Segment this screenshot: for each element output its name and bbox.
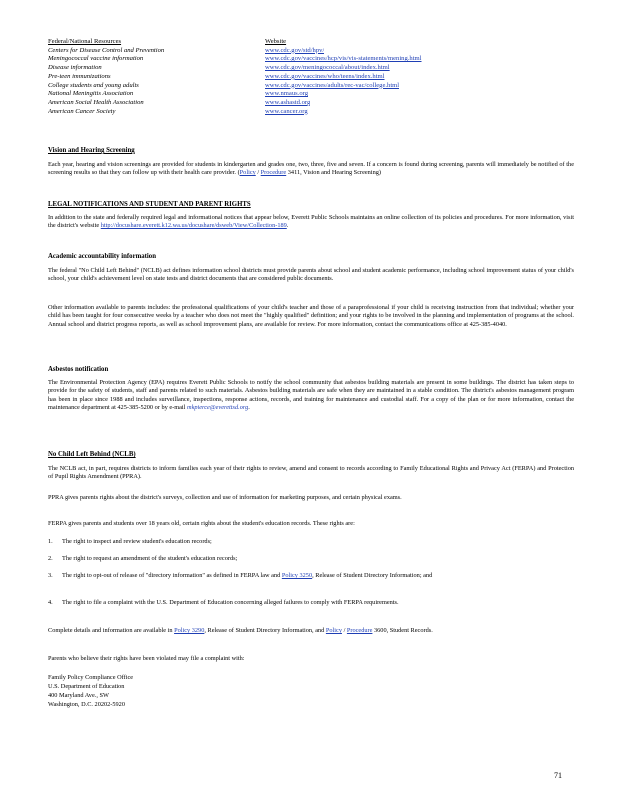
resource-link[interactable]: www.cdc.gov/vaccines/hcp/vis/vis-statements/mening.html [265,55,422,63]
complete-text: 3600, Student Records. [374,627,433,634]
complete-slash: / [343,627,346,634]
resource-link[interactable]: www.cdc.gov/std/hpv/ [265,46,325,54]
resources-table [48,38,568,116]
policy-3250-link[interactable]: Policy 3250 [281,572,313,579]
asbestos-end: . [248,403,250,411]
resource-name: American Cancer Society [48,107,116,115]
resources-header-left: Federal/National Resources [48,38,122,45]
academic-heading: Academic accountability information [48,253,156,260]
legal-paragraph [48,214,574,231]
vision-ref-close: 3411, Vision and Hearing Screening) [287,169,381,177]
complete-details-paragraph [48,627,574,635]
academic-paragraph-2: Other information available to parents includes: the professional qualifications of your child's teacher and those of a paraprofessional if your child is receiving instruction from that individual; whether your child has been taught for four consecutive weeks by a teacher who does not meet the "highly qualified" definition; and your rights to be involved in the planning and implementation of programs at the school. Annual school and district progress reports, as well as school improvement plans, are available for review. For more information, contact the communications office at 425-385-4040. [48,304,574,328]
resource-name: College students and young adults [48,81,139,89]
ferpa-right-item [48,538,574,546]
vision-text: Each year, hearing and vision screenings are provided for students in kindergarten and grades one, two, three, five and seven. If a concern is found during screening, parents will immediately be notified of the screening results so that they can follow up with their health care provider. [48,161,574,177]
vision-policy-link[interactable]: Policy [239,169,256,177]
ferpa-right-text: The right to file a complaint with the U.S. Department of Education concerning alleged failures to comply with FERPA requirements. [62,599,399,606]
resource-link[interactable]: www.cdc.gov/vaccines/adults/rec-vac/college.html [265,81,400,89]
ferpa-right-number: 2. [48,555,53,562]
resources-header [48,38,568,47]
address-line: Family Policy Compliance Office [48,674,134,681]
ferpa-right-number: 3. [48,572,53,579]
ferpa-right-text: The right to request an amendment of the student's education records; [62,555,238,562]
vision-slash: / [257,169,260,177]
records-policy-link[interactable]: Policy [325,627,342,634]
complaint-paragraph: Parents who believe their rights have been violated may file a complaint with: [48,655,245,662]
resource-row [48,90,568,99]
resource-name: Pre-teen immunizations [48,72,111,80]
address-line: Washington, D.C. 20202-5920 [48,701,125,708]
vision-procedure-link[interactable]: Procedure [260,169,287,177]
resource-row [48,99,568,108]
ferpa-right-text: The right to inspect and review student's education records; [62,538,212,545]
nclb-paragraph-3: FERPA gives parents and students over 18 years old, certain rights about the student's education records. These rights are: [48,520,355,527]
resource-row [48,108,568,117]
ferpa-right-item [48,599,574,607]
legal-heading: LEGAL NOTIFICATIONS AND STUDENT AND PARENT RIGHTS [48,201,251,208]
records-procedure-link[interactable]: Procedure [346,627,373,634]
resource-link[interactable]: www.ashastd.org [265,98,311,106]
resource-link[interactable]: www.nmaus.org [265,90,309,98]
ferpa-right-number: 1. [48,538,53,545]
academic-paragraph-1: The federal "No Child Left Behind" (NCLB) act defines information school districts must provide parents about school and student academic performance, including school improvement status of your child's school, your child's achievement level on state tests and district documents that are considered public documents. [48,267,574,283]
asbestos-text: The Environmental Protection Agency (EPA) requires Everett Public Schools to notify the school community that asbestos building materials are present in some buildings. The district has taken steps to provide for the safety of students, staff and parents related to such materials. Asbestos building materials are safe when they are maintained in a stable condition. The district's asbestos management program has been in place since 1988 and includes surveillance, inspections, response actions, records, and training for maintenance and custodial staff. For a copy of the plan or for more information, contact the maintenance department at 425-385-5200 or by e-mail [48,379,574,411]
legal-end: . [286,222,289,230]
asbestos-heading: Asbestos notification [48,366,109,373]
address-line: 400 Maryland Ave., SW [48,692,109,699]
resource-link[interactable]: www.cdc.gov/vaccines/who/teens/index.html [265,72,385,80]
resource-link[interactable]: www.cdc.gov/meningococcal/about/index.html [265,64,390,72]
resource-link[interactable]: www.cancer.org [265,107,308,115]
ferpa-right-item [48,555,574,563]
resource-name: Centers for Disease Control and Prevention [48,46,165,54]
vision-ref-open: ( [237,169,240,177]
nclb-heading: No Child Left Behind (NCLB) [48,451,136,458]
legal-text: In addition to the state and federally required legal and informational notices that appear below, Everett Public Schools maintains an online collection of its policies and procedures. For more information, visit the district's website [48,214,574,230]
policy-3290-link[interactable]: Policy 3290 [174,627,205,634]
ferpa-right-text-part: , Release of Student Directory Information; and [312,572,433,579]
nclb-paragraph-1: The NCLB act, in part, requires districts to inform families each year of their rights to review, amend and consent to records according to Family Educational Rights and Privacy Act (FERPA) and Protection of Pupil Rights Amendment (PPRA). [48,465,574,481]
resource-row [48,64,568,73]
page-number: 71 [554,771,562,780]
resource-row [48,47,568,56]
address-line: U.S. Department of Education [48,683,125,690]
docushare-link[interactable]: http://docushare.everett.k12.wa.us/docushare/dsweb/View/Collection-189 [100,222,287,230]
resource-name: American Social Health Association [48,98,144,106]
resource-name: National Meningitis Association [48,90,134,98]
ferpa-right-number: 4. [48,599,53,606]
asbestos-email-link[interactable]: mkpierce@everettsd.org [187,403,249,411]
resource-row [48,82,568,91]
ferpa-right-text [62,572,574,580]
resource-name: Disease information [48,64,102,72]
asbestos-paragraph [48,379,574,412]
nclb-paragraph-2: PPRA gives parents rights about the district's surveys, collection and use of information for marketing purposes, and certain physical exams. [48,494,402,501]
vision-heading: Vision and Hearing Screening [48,147,135,154]
ferpa-right-text-part: The right to opt-out of release of "directory information" as defined in FERPA law and [62,572,281,579]
complete-text: , Release of Student Directory Information, and [204,627,325,634]
resource-row [48,73,568,82]
complete-text: Complete details and information are available in [48,627,173,634]
vision-paragraph [48,161,574,178]
resources-header-right: Website [265,38,287,45]
resource-name: Meningococcal vaccine information [48,55,144,63]
address-block [48,673,133,709]
ferpa-right-item [48,572,574,580]
resource-row [48,55,568,64]
